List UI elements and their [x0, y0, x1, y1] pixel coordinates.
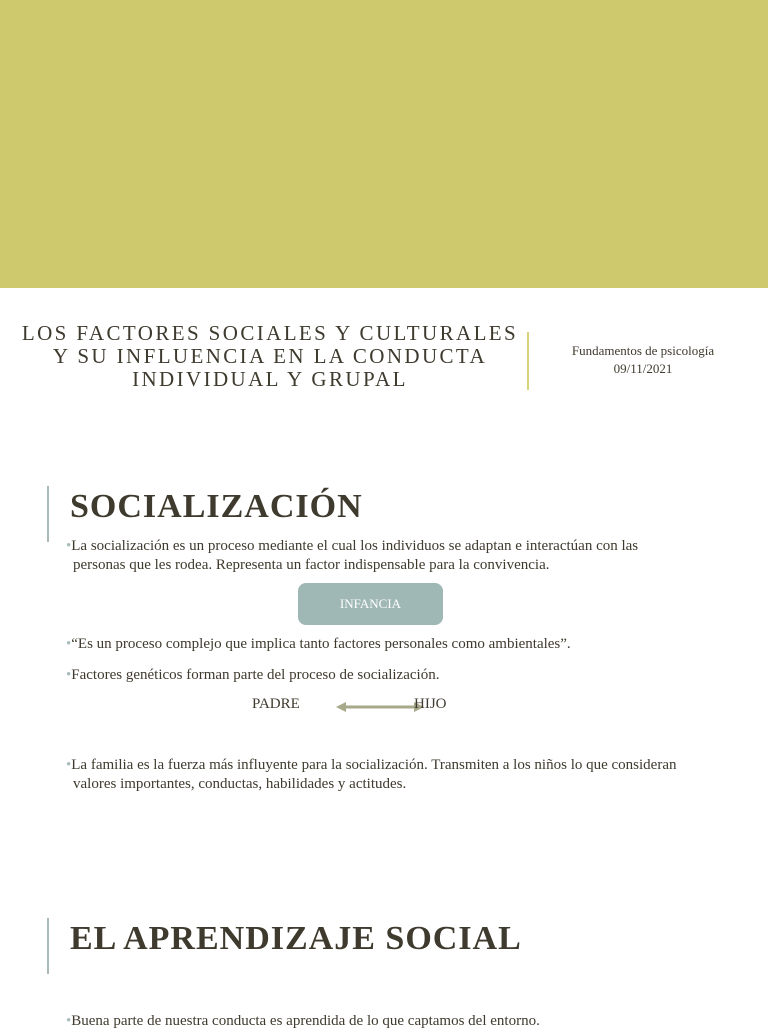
- title-meta: [548, 342, 738, 378]
- bullet-process-quote: [66, 635, 693, 654]
- bullet-dot: •: [66, 757, 72, 773]
- diagram-label-padre: PADRE: [252, 696, 300, 712]
- bullet-dot: •: [66, 636, 72, 652]
- bullet-dot: •: [66, 667, 72, 683]
- bullet-text: La socialización es un proceso mediante el cual los individuos se adaptan e interactúan con las personas que les rodea. Representa un factor indispensable para la convivencia.: [71, 538, 639, 573]
- bullet-family-influence: [66, 756, 685, 794]
- section-heading-socializacion: SOCIALIZACIÓN: [70, 488, 363, 525]
- bullet-text: La familia es la fuerza más influyente para la socialización. Transmiten a los niños lo que consideran valores importantes, conductas, habilidades y actitudes.: [71, 757, 677, 792]
- page-title: LOS FACTORES SOCIALES Y CULTURALES Y SU INFLUENCIA EN LA CONDUCTA INDIVIDUAL Y GRUPAL: [21, 321, 519, 391]
- bullet-dot: •: [66, 1013, 72, 1029]
- infancia-box: INFANCIA: [298, 583, 443, 625]
- bullet-text: Buena parte de nuestra conducta es aprendida de lo que captamos del entorno.: [71, 1013, 540, 1029]
- bullet-genetic-factors: [66, 666, 693, 685]
- hero-banner: [0, 0, 768, 288]
- bullet-dot: •: [66, 538, 72, 554]
- section-accent-bar: [47, 486, 49, 542]
- presentation-date: 09/11/2021: [613, 361, 673, 376]
- section-heading-aprendizaje: EL APRENDIZAJE SOCIAL: [70, 920, 522, 957]
- bullet-social-learning: [66, 1012, 693, 1031]
- course-name: Fundamentos de psicología: [571, 343, 715, 358]
- diagram-label-hijo: HIJO: [414, 696, 447, 712]
- bullet-socializacion-definition: [66, 537, 673, 575]
- section-accent-bar: [47, 918, 49, 974]
- title-divider: [527, 332, 529, 390]
- bullet-text: “Es un proceso complejo que implica tanto factores personales como ambientales”.: [71, 636, 571, 652]
- bullet-text: Factores genéticos forman parte del proceso de socialización.: [71, 667, 440, 683]
